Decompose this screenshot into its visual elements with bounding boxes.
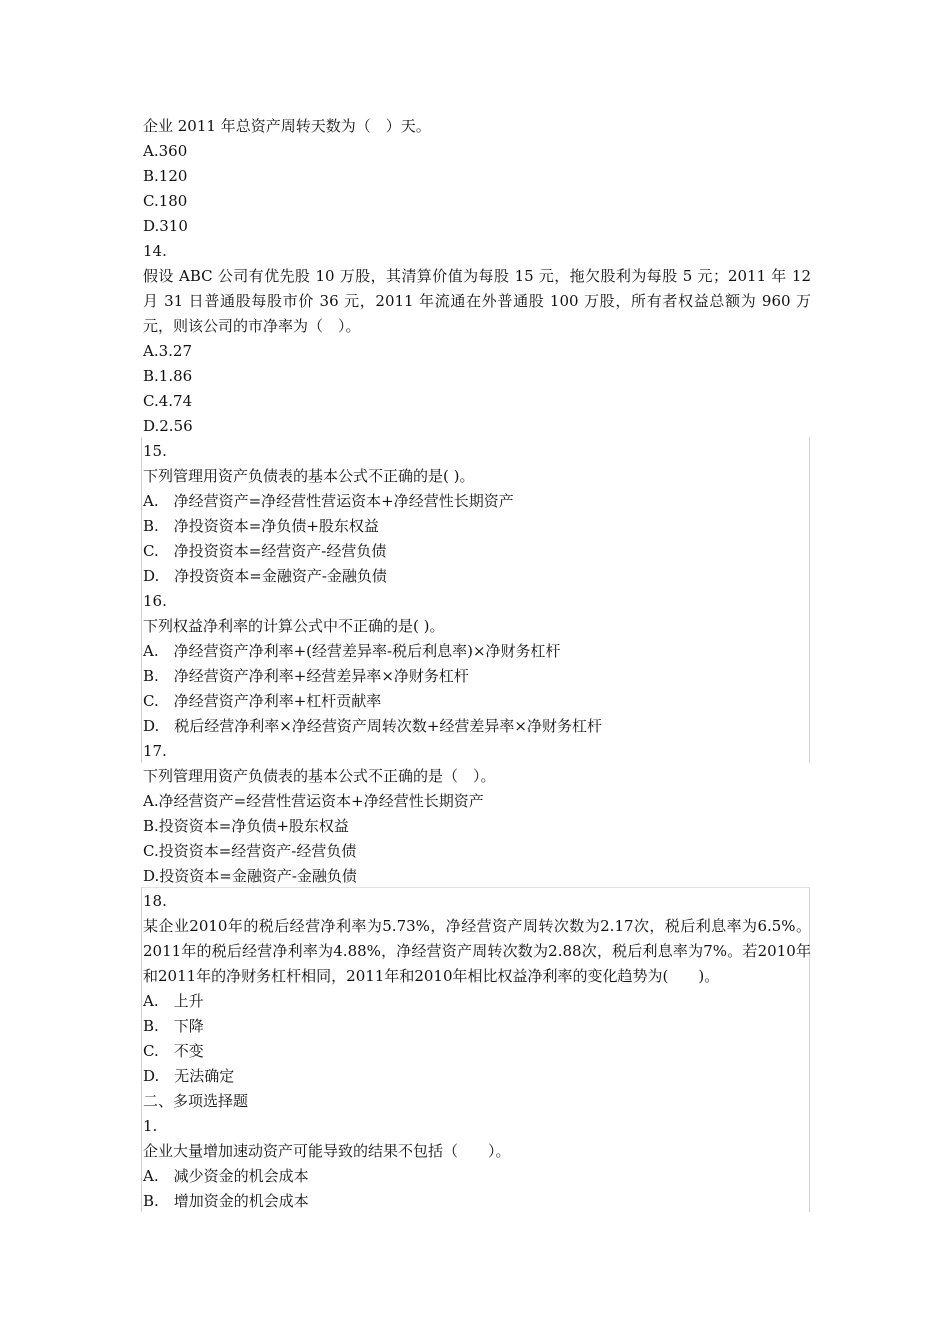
option: D.310 — [143, 217, 188, 235]
question-stem: 某企业2010年的税后经营净利率为5.73%，净经营资产周转次数为2.17次，税后利息率为6.5%。2011年的税后经营净利率为4.88%，净经营资产周转次数为2.88次，税后利息率为7%。若2010年和2011年的净财务杠杆相同，2011年和2010年相比权益净利率的变化趋势为( )。 — [143, 917, 811, 985]
question-number: 17. — [143, 742, 167, 760]
question-stem: 下列管理用资产负债表的基本公式不正确的是( )。 — [143, 467, 475, 485]
option: C.投资资本=经营资产-经营负债 — [143, 842, 357, 860]
option: D. 净投资资本=金融资产-金融负债 — [143, 567, 387, 585]
question-stem: 下列管理用资产负债表的基本公式不正确的是（ ）。 — [143, 767, 496, 785]
option: A.净经营资产=经营性营运资本+净经营性长期资产 — [143, 792, 484, 810]
option: D.投资资本=金融资产-金融负债 — [143, 867, 357, 885]
option: A.3.27 — [143, 342, 192, 360]
option: C. 净投资资本=经营资产-经营负债 — [143, 542, 387, 560]
question-number: 15. — [143, 442, 167, 460]
question-content — [143, 114, 811, 1214]
option: B. 净投资资本=净负债+股东权益 — [143, 517, 379, 535]
section-heading: 二、多项选择题 — [143, 1092, 249, 1110]
question-number: 16. — [143, 592, 167, 610]
option: A. 净经营资产净利率+(经营差异率-税后利息率)×净财务杠杆 — [143, 642, 561, 660]
option: B. 下降 — [143, 1017, 204, 1035]
option: B.120 — [143, 167, 188, 185]
option: A. 净经营资产=净经营性营运资本+净经营性长期资产 — [143, 492, 514, 510]
option: D.2.56 — [143, 417, 193, 435]
option: A.360 — [143, 142, 188, 160]
option: D. 无法确定 — [143, 1067, 235, 1085]
question-stem: 下列权益净利率的计算公式中不正确的是( )。 — [143, 617, 445, 635]
option: C. 不变 — [143, 1042, 204, 1060]
option: C. 净经营资产净利率+杠杆贡献率 — [143, 692, 382, 710]
question-number: 1. — [143, 1117, 158, 1135]
question-stem: 假设 ABC 公司有优先股 10 万股，其清算价值为每股 15 元，拖欠股利为每股 5 元；2011 年 12 月 31 日普通股每股市价 36 元，2011 年流通在外普通股 100 万股，所有者权益总额为 960 万元，则该公司的市净率为（ ）。 — [143, 267, 811, 335]
option: C.4.74 — [143, 392, 193, 410]
question-number: 18. — [143, 892, 167, 910]
option: D. 税后经营净利率×净经营资产周转次数+经营差异率×净财务杠杆 — [143, 717, 602, 735]
option: A. 减少资金的机会成本 — [143, 1167, 309, 1185]
option: A. 上升 — [143, 992, 204, 1010]
question-stem: 企业 2011 年总资产周转天数为（ ）天。 — [143, 117, 431, 135]
option: B. 增加资金的机会成本 — [143, 1192, 309, 1210]
option: C.180 — [143, 192, 188, 210]
question-number: 14. — [143, 242, 167, 260]
question-stem: 企业大量增加速动资产可能导致的结果不包括（ ）。 — [143, 1142, 511, 1160]
option: B.投资资本=净负债+股东权益 — [143, 817, 349, 835]
option: B.1.86 — [143, 367, 193, 385]
option: B. 净经营资产净利率+经营差异率×净财务杠杆 — [143, 667, 469, 685]
